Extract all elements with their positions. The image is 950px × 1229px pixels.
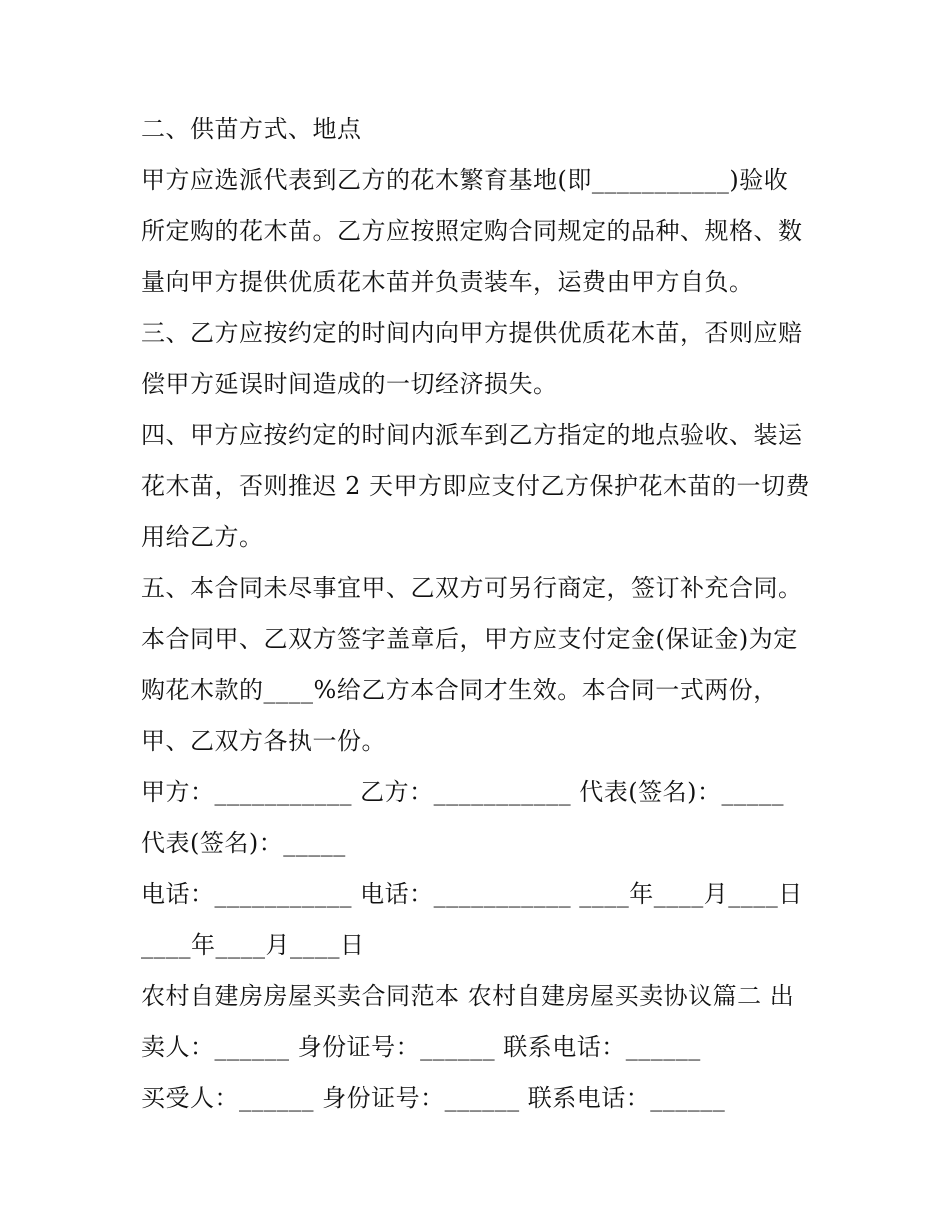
paragraph-line: 甲、乙双方各执一份。 — [141, 727, 386, 755]
signature-line: 代表(签名)：_____ — [141, 829, 346, 857]
phone-date-line: 电话：___________ 电话：___________ ____年____月____日 — [141, 880, 803, 908]
paragraph-line: 购花木款的____%给乙方本合同才生效。本合同一式两份， — [141, 676, 778, 704]
section-heading-2: 二、供苗方式、地点 — [141, 115, 362, 143]
date-line: ____年____月____日 — [141, 931, 365, 959]
signature-line: 甲方：___________ 乙方：___________ 代表(签名)：_____ — [141, 778, 784, 806]
buyer-info-line: 买受人：______ 身份证号：______ 联系电话：______ — [141, 1084, 726, 1112]
section-heading-4: 四、甲方应按约定的时间内派车到乙方指定的地点验收、装运 — [141, 421, 803, 449]
paragraph-line: 甲方应选派代表到乙方的花木繁育基地(即___________)验收 — [141, 166, 789, 194]
paragraph-line: 所定购的花木苗。乙方应按照定购合同规定的品种、规格、数 — [141, 217, 803, 245]
paragraph-line: 本合同甲、乙双方签字盖章后，甲方应支付定金(保证金)为定 — [141, 625, 798, 653]
paragraph-line: 量向甲方提供优质花木苗并负责装车，运费由甲方自负。 — [141, 268, 754, 296]
seller-info-line: 卖人：______ 身份证号：______ 联系电话：______ — [141, 1033, 701, 1061]
paragraph-line: 偿甲方延误时间造成的一切经济损失。 — [141, 370, 558, 398]
document-title-line: 农村自建房房屋买卖合同范本 农村自建房屋买卖协议篇二 出 — [141, 982, 795, 1010]
section-heading-3: 三、乙方应按约定的时间内向甲方提供优质花木苗，否则应赔 — [141, 319, 803, 347]
paragraph-line: 用给乙方。 — [141, 523, 264, 551]
section-heading-5: 五、本合同未尽事宜甲、乙双方可另行商定，签订补充合同。 — [141, 574, 803, 602]
paragraph-line: 花木苗，否则推迟 2 天甲方即应支付乙方保护花木苗的一切费 — [141, 472, 811, 500]
